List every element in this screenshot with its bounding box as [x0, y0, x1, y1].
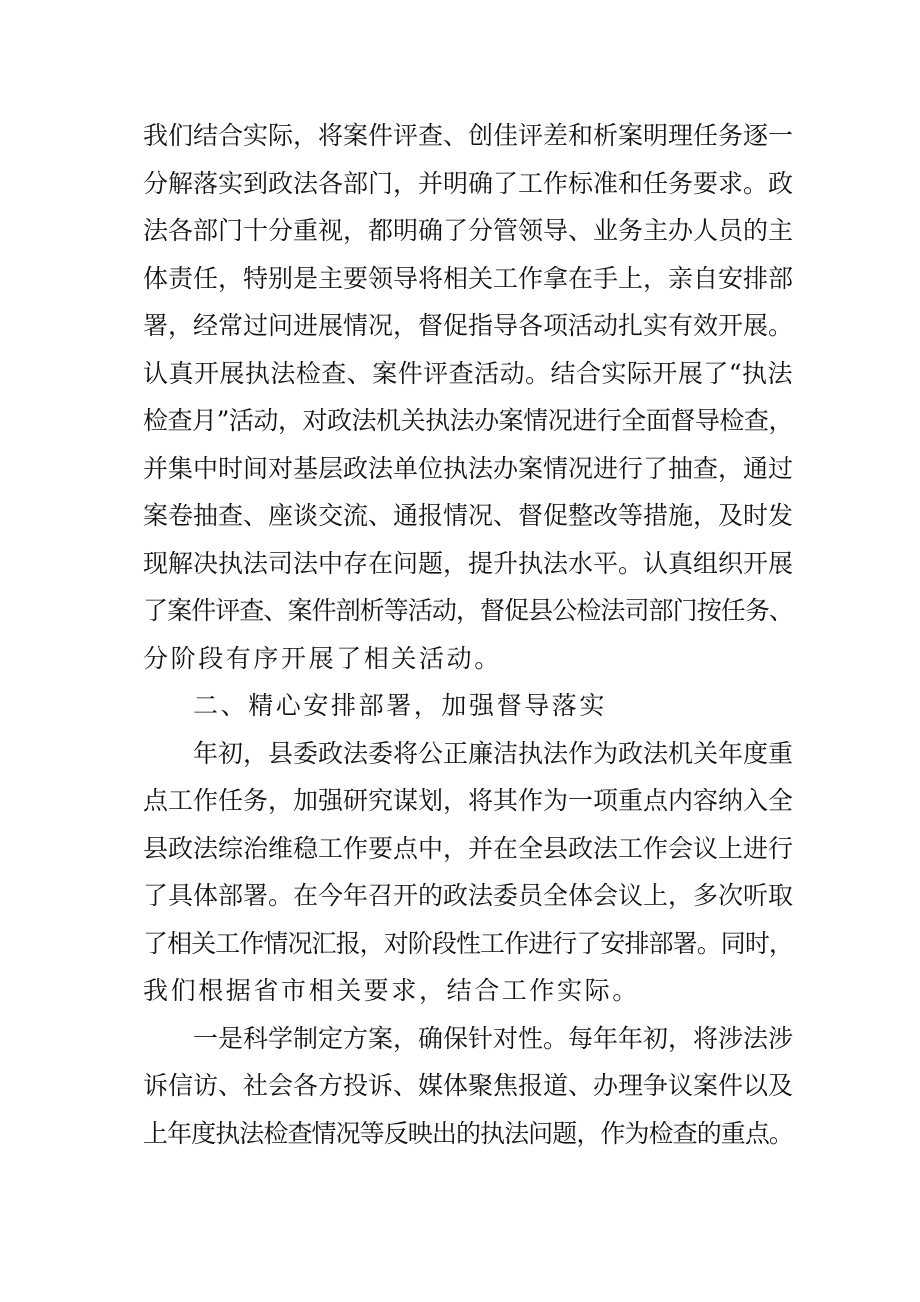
text-line — [143, 207, 793, 255]
text-line — [143, 492, 793, 540]
text-line — [143, 160, 793, 208]
line-text: 点工作任务，加强研究谋划，将其作为一项重点内容纳入全 — [143, 786, 793, 815]
line-text: 法各部门十分重视，都明确了分管领导、业务主办人员的主 — [143, 216, 793, 245]
line-text: 了具体部署。在今年召开的政法委员全体会议上，多次听取 — [143, 881, 793, 910]
text-line — [143, 635, 793, 683]
document-body — [143, 112, 793, 1157]
line-text: 案卷抽查、座谈交流、通报情况、督促整改等措施，及时发 — [143, 501, 793, 530]
line-text: 现解决执法司法中存在问题，提升执法水平。认真组织开展 — [143, 548, 793, 578]
text-line — [143, 730, 793, 778]
line-text: 了相关工作情况汇报，对阶段性工作进行了安排部署。同时， — [143, 928, 793, 958]
text-line — [143, 302, 793, 350]
text-line — [143, 587, 793, 635]
section-heading — [143, 682, 793, 730]
line-text: 分阶段有序开展了相关活动。 — [143, 643, 502, 673]
text-line — [143, 872, 793, 920]
text-line — [143, 1062, 793, 1110]
line-text: 署，经常过问进展情况，督促指导各项活动扎实有效开展。 — [143, 311, 793, 340]
text-line — [143, 397, 793, 445]
line-text: 上年度执法检查情况等反映出的执法问题，作为检查的重点。 — [143, 1118, 793, 1148]
text-line — [143, 1110, 793, 1158]
line-text: 我们根据省市相关要求，结合工作实际。 — [143, 976, 640, 1005]
line-text: 并集中时间对基层政法单位执法办案情况进行了抽查，通过 — [143, 453, 793, 483]
line-text: 分解落实到政法各部门，并明确了工作标准和任务要求。政 — [143, 168, 793, 198]
text-line — [143, 825, 793, 873]
line-text: 诉信访、社会各方投诉、媒体聚焦报道、办理争议案件以及 — [143, 1071, 793, 1100]
text-line — [143, 350, 793, 398]
text-line — [143, 967, 793, 1015]
text-line — [143, 255, 793, 303]
text-line — [143, 112, 793, 160]
text-line — [143, 920, 793, 968]
line-text: 认真开展执法检查、案件评查活动。结合实际开展了“执法 — [143, 358, 793, 388]
line-text: 年初，县委政法委将公正廉洁执法作为政法机关年度重 — [193, 738, 793, 768]
text-line — [143, 445, 793, 493]
text-line — [143, 1015, 793, 1063]
text-line — [143, 777, 793, 825]
line-text: 体责任，特别是主要领导将相关工作拿在手上，亲自安排部 — [143, 263, 793, 293]
line-text: 一是科学制定方案，确保针对性。每年年初，将涉法涉 — [193, 1023, 793, 1053]
line-text: 我们结合实际，将案件评查、创佳评差和析案明理任务逐一 — [143, 121, 793, 150]
text-line — [143, 540, 793, 588]
line-text: 了案件评查、案件剖析等活动，督促县公检法司部门按任务、 — [143, 596, 793, 625]
line-text: 县政法综治维稳工作要点中，并在全县政法工作会议上进行 — [143, 833, 793, 863]
line-text: 检查月”活动，对政法机关执法办案情况进行全面督导检查， — [143, 406, 793, 435]
heading-text: 二、精心安排部署，加强督导落实 — [193, 691, 608, 720]
